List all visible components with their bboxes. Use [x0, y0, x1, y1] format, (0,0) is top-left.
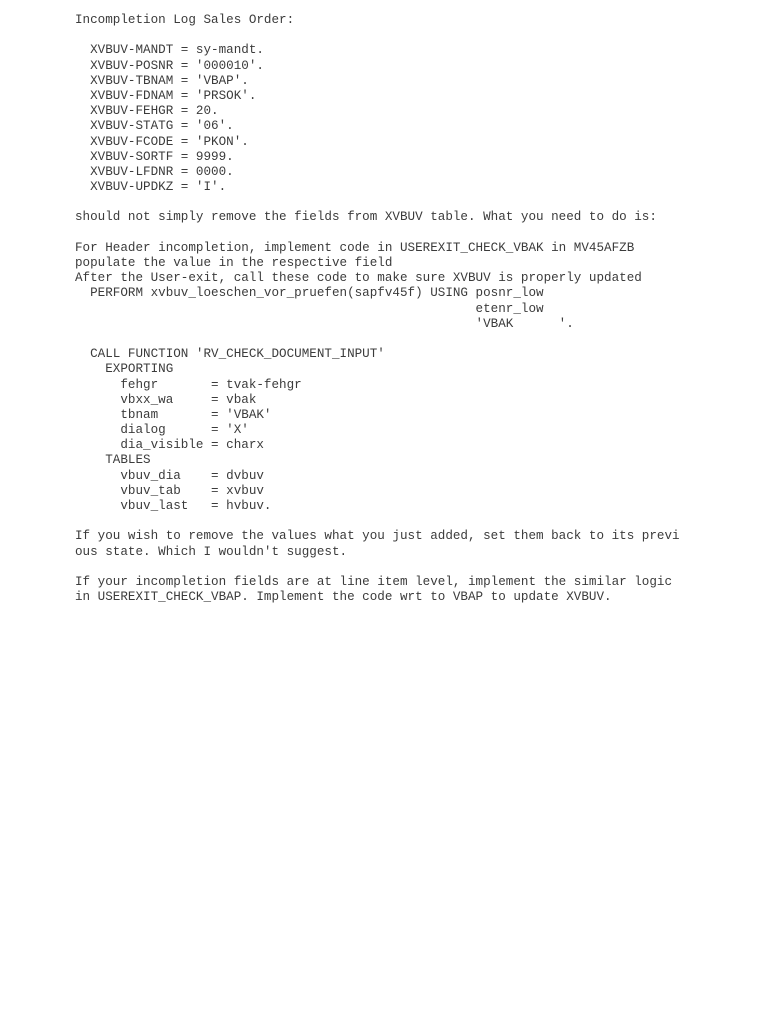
- code-line: dialog = 'X': [75, 423, 249, 438]
- code-line: tbnam = 'VBAK': [75, 407, 272, 422]
- paragraph-line: For Header incompletion, implement code in USEREXIT_CHECK_VBAK in MV45AFZB: [75, 240, 635, 255]
- code-line: vbuv_last = hvbuv.: [75, 499, 272, 513]
- paragraph-line: in USEREXIT_CHECK_VBAP. Implement the code wrt to VBAP to update XVBUV.: [75, 590, 612, 605]
- code-line: PERFORM xvbuv_loeschen_vor_pruefen(sapfv45f) USING posnr_low: [75, 286, 544, 301]
- paragraph-line: After the User-exit, call these code to make sure XVBUV is properly updated: [75, 271, 642, 286]
- document-page: [75, 13, 735, 605]
- code-line: XVBUV-LFDNR = 0000.: [75, 164, 234, 179]
- code-line: dia_visible = charx: [75, 438, 264, 453]
- code-line: fehgr = tvak-fehgr: [75, 377, 302, 392]
- code-line: XVBUV-MANDT = sy-mandt.: [75, 43, 264, 58]
- code-line: XVBUV-FEHGR = 20.: [75, 104, 219, 119]
- blank-line: [75, 28, 735, 43]
- paragraph-line: populate the value in the respective field: [75, 256, 393, 270]
- paragraph-line: should not simply remove the fields from XVBUV table. What you need to do is:: [75, 210, 657, 225]
- blank-line: [75, 560, 735, 575]
- code-line: XVBUV-SORTF = 9999.: [75, 149, 234, 164]
- code-line: vbxx_wa = vbak: [75, 392, 257, 407]
- paragraph-line: ous state. Which I wouldn't suggest.: [75, 544, 348, 559]
- code-line: XVBUV-UPDKZ = 'I'.: [75, 180, 227, 195]
- code-line: vbuv_tab = xvbuv: [75, 483, 264, 498]
- code-line: XVBUV-STATG = '06'.: [75, 119, 234, 134]
- code-line: XVBUV-TBNAM = 'VBAP'.: [75, 73, 249, 88]
- code-line: TABLES: [75, 453, 151, 468]
- blank-line: [75, 195, 735, 210]
- code-line: CALL FUNCTION 'RV_CHECK_DOCUMENT_INPUT': [75, 347, 385, 362]
- paragraph-line: If your incompletion fields are at line item level, implement the similar logic: [75, 574, 673, 589]
- code-line: XVBUV-FDNAM = 'PRSOK'.: [75, 88, 257, 103]
- document-heading: Incompletion Log Sales Order:: [75, 13, 295, 27]
- code-line: 'VBAK '.: [75, 316, 574, 331]
- paragraph-line: If you wish to remove the values what you just added, set them back to its previ: [75, 529, 680, 544]
- code-line: EXPORTING: [75, 362, 174, 377]
- code-line: XVBUV-POSNR = '000010'.: [75, 58, 264, 73]
- code-line: XVBUV-FCODE = 'PKON'.: [75, 134, 249, 149]
- code-line: etenr_low: [75, 301, 544, 316]
- blank-line: [75, 226, 735, 241]
- blank-line: [75, 514, 735, 529]
- code-line: vbuv_dia = dvbuv: [75, 468, 264, 483]
- blank-line: [75, 332, 735, 347]
